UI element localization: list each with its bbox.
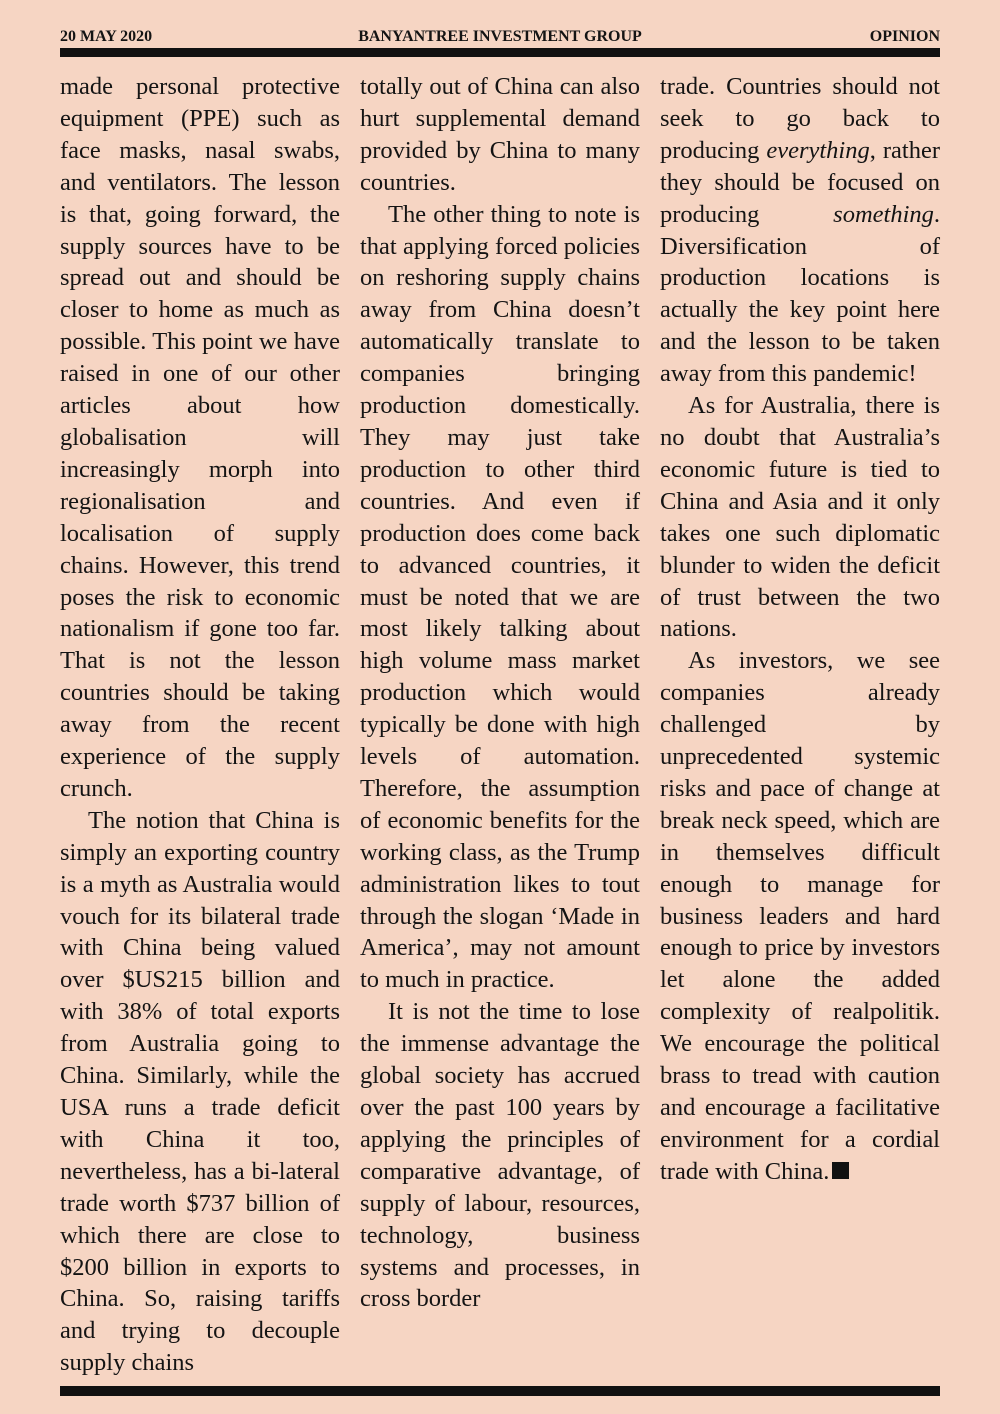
paragraph: The notion that China is simply an exporting country is a myth as Australia would vouch for its bilateral trade with China being valued over $US215 billion and with 38% of total exports from Australia going to China. Similarly, while the USA runs a trade deficit with China it too, nevertheless, has a bi-lateral trade worth $737 billion of which there are close to $200 billion in exports to China. So, raising tariffs and trying to decouple supply chains	[60, 806, 340, 1377]
paragraph: The other thing to note is that applying forced policies on reshoring supply chains away from China doesn’t automatically translate to companies bringing production domestically. They may just take production to other third countries. And even if production does come back to advanced countries, it must be noted that we are most likely talking about high volume mass market production which would typically be done with high levels of automation. Therefore, the assumption of economic benefits for the working class, as the Trump administration likes to tout through the slogan ‘Made in America’, may not amount to much in practice.	[360, 200, 640, 994]
article-column-2	[360, 71, 640, 1315]
text-run: . Diversification of production locations is actually the key point here and the lesson to be taken away from this pandemic!	[660, 200, 940, 388]
paragraph: It is not the time to lose the immense advantage the global society has accrued over the past 100 years by applying the principles of comparative advantage, of supply of labour, resources, technology, business systems and processes, in cross border	[360, 998, 640, 1313]
issue-date: 20 MAY 2020	[60, 28, 153, 45]
emphasis-text: everything	[766, 136, 870, 164]
footer-rule	[60, 1386, 940, 1396]
article-column-1	[60, 71, 340, 1379]
text-run: trade. Countries should not seek to go back to producing	[660, 73, 940, 164]
article-column-3	[660, 71, 940, 1188]
page-header	[60, 28, 940, 50]
paragraph	[660, 645, 940, 1187]
text-run: , rather they should be focused on producing	[660, 136, 940, 228]
header-rule	[60, 48, 940, 57]
paragraph: totally out of China can also hurt supplemental demand provided by China to many countries.	[360, 73, 640, 196]
emphasis-text: something	[833, 200, 934, 228]
text-run: As investors, we see companies already challenged by unprecedented systemic risks and pace of change at break neck speed, which are in themselves difficult enough to manage for business leaders and hard enough to price by investors let alone the added complexity of realpolitik. We encourage the political brass to tread with caution and encourage a facilitative environment for a cordial trade with China.	[660, 647, 940, 1185]
end-of-article-mark	[832, 1162, 849, 1179]
paragraph	[660, 71, 940, 390]
paragraph: As for Australia, there is no doubt that Australia’s economic future is tied to China and Asia and it only takes one such diplomatic blunder to widen the deficit of trust between the two nations.	[660, 392, 940, 643]
publication-name: BANYANTREE INVESTMENT GROUP	[358, 28, 642, 45]
section-label: OPINION	[869, 28, 940, 45]
paragraph: made personal protective equipment (PPE) such as face masks, nasal swabs, and ventilators. The lesson is that, going forward, the supply sources have to be spread out and should be closer to home as much as possible. This point we have raised in one of our other articles about how globalisation will increasingly morph into regionalisation and localisation of supply chains. However, this trend poses the risk to economic nationalism if gone too far. That is not the lesson countries should be taking away from the recent experience of the supply crunch.	[60, 73, 340, 802]
